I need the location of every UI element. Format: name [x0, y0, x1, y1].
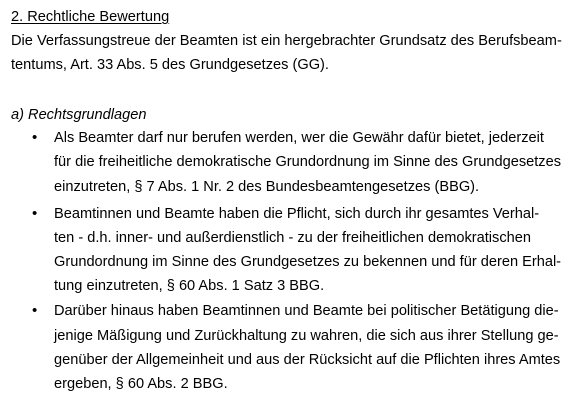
list-item-line: genüber der Allgemeinheit und aus der Rücksicht auf die Pflichten ihres Amtes: [54, 352, 561, 368]
bullet-icon: •: [32, 129, 38, 146]
bullet-icon: •: [32, 205, 38, 222]
intro-line: Die Verfassungstreue der Beamten ist ein hergebrachter Grundsatz des Berufsbeam-: [11, 33, 562, 49]
list-item-line: Als Beamter darf nur berufen werden, wer die Gewähr dafür bietet, jederzeit: [54, 130, 544, 146]
list-item-line: Beamtinnen und Beamte haben die Pflicht, sich durch ihr gesamtes Verhal-: [54, 206, 540, 222]
list-item-line: einzutreten, § 7 Abs. 1 Nr. 2 des Bundesbeamtengesetzes (BBG).: [54, 179, 480, 195]
list-item-line: tung einzutreten, § 60 Abs. 1 Satz 3 BBG.: [54, 278, 325, 294]
list-item-line: ten - d.h. inner- und außerdienstlich - zu der freiheitlichen demokratischen: [54, 230, 531, 246]
bullet-icon: •: [32, 302, 38, 319]
list-item-line: Grundordnung im Sinne des Grundgesetzes zu bekennen und für deren Erhal-: [54, 254, 562, 270]
subsection-heading: a) Rechtsgrundlagen: [11, 107, 147, 123]
list-item-line: für die freiheitliche demokratische Grundordnung im Sinne des Grundgesetzes: [54, 154, 562, 170]
list-item-line: jenige Mäßigung und Zurückhaltung zu wahren, die sich aus ihrer Stellung ge-: [54, 328, 559, 344]
list-item-line: Darüber hinaus haben Beamtinnen und Beamte bei politischer Betätigung die-: [54, 303, 559, 319]
intro-line: tentums, Art. 33 Abs. 5 des Grundgesetzes (GG).: [11, 57, 329, 73]
section-heading: 2. Rechtliche Bewertung: [11, 9, 170, 25]
list-item-line: ergeben, § 60 Abs. 2 BBG.: [54, 376, 228, 392]
